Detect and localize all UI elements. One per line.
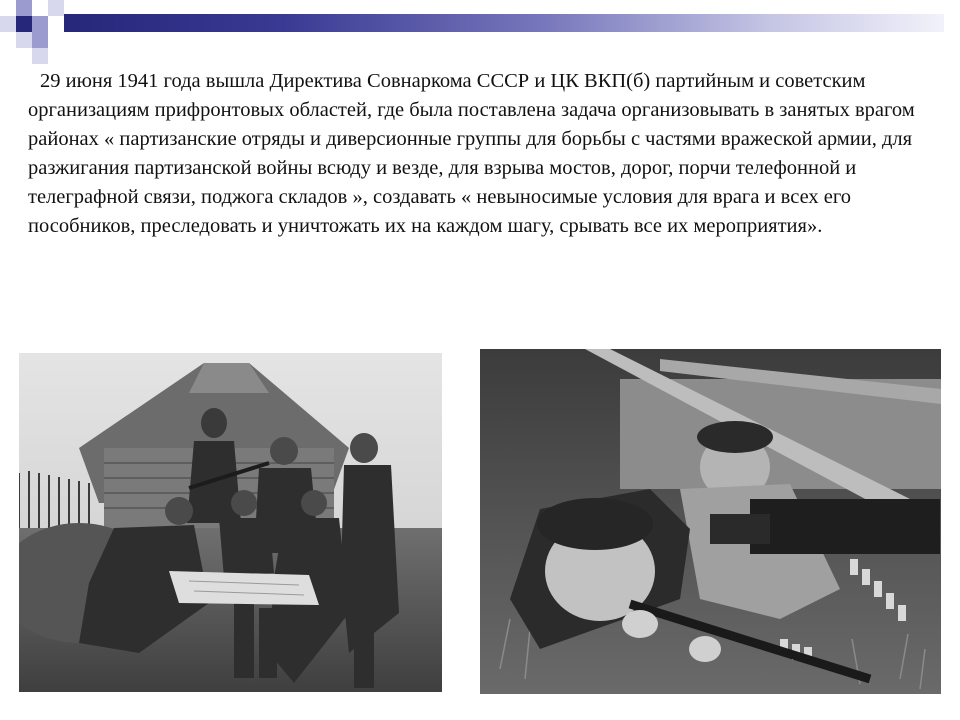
decor-square [32, 32, 48, 48]
partisans-machine-gun-photo [480, 349, 941, 694]
decor-square [16, 16, 32, 32]
partisans-map-photo [19, 353, 442, 692]
decor-square [48, 0, 64, 16]
decor-square [0, 16, 16, 32]
decor-square [48, 16, 64, 32]
partisans-machine-gun-illustration [480, 349, 941, 694]
body-text: 29 июня 1941 года вышла Директива Совнаркома СССР и ЦК ВКП(б) партийным и советским организациям прифронтовых областей, где была поставлена задача организовывать в занятых врагом районах « партизанские отряды и диверсионные группы для борьбы с частями вражеской армии, для разжигания партизанской войны всюду и везде, для взрыва мостов, дорог, порчи телефонной и телеграфной связи, поджога складов », создавать « невыносимые условия для врага и всех его пособников, преследовать и уничтожать их на каждом шагу, срывать все их мероприятия». [28, 70, 915, 237]
header-gradient-bar [64, 14, 944, 32]
decor-square [32, 48, 48, 64]
decor-square [16, 32, 32, 48]
decor-square [16, 0, 32, 16]
partisans-map-illustration [19, 353, 442, 692]
decor-square [32, 16, 48, 32]
decor-square [32, 0, 48, 16]
